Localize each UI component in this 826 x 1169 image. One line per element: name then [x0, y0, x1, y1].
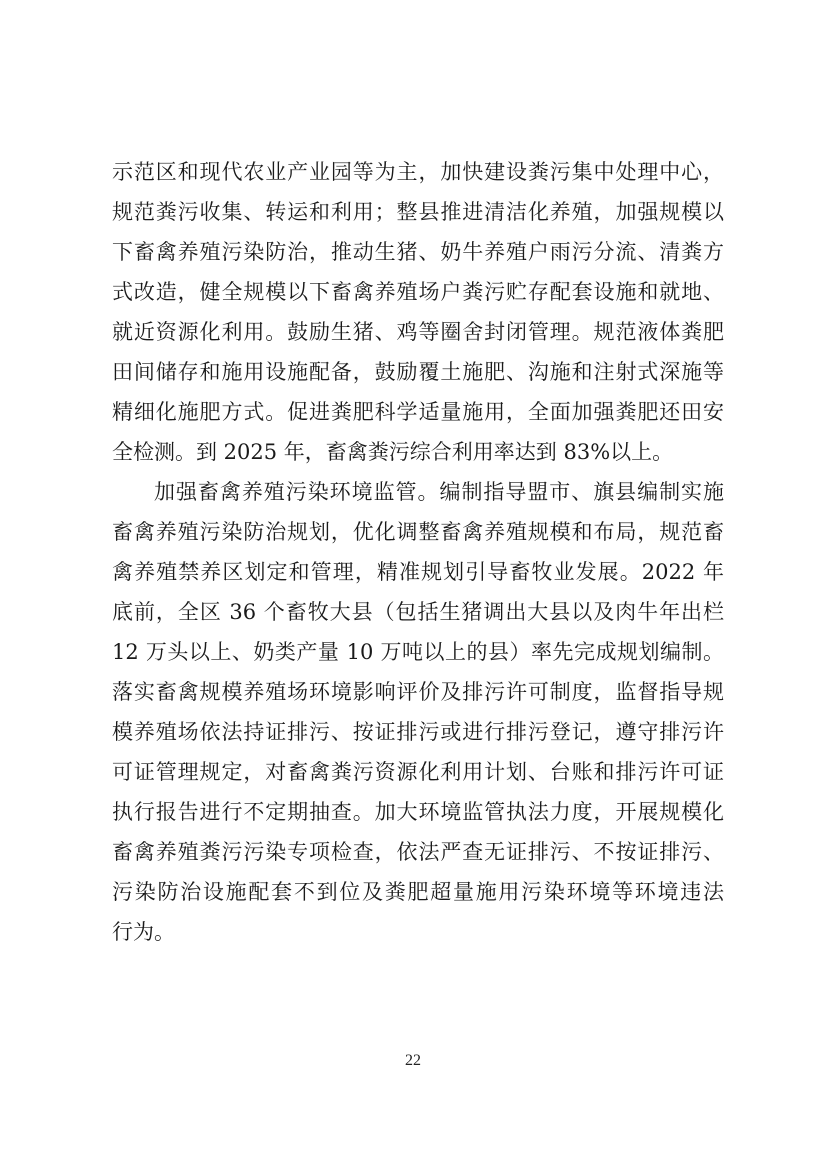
- paragraph-2: [112, 472, 724, 952]
- text-line: 12 万头以上、奶类产量 10 万吨以上的县）率先完成规划编制。: [112, 640, 724, 664]
- text-line: 下畜禽养殖污染防治，推动生猪、奶牛养殖户雨污分流、清粪方: [112, 240, 724, 264]
- text-line: 畜禽养殖粪污污染专项检查，依法严查无证排污、不按证排污、: [112, 840, 724, 864]
- text-line: 规范粪污收集、转运和利用；整县推进清洁化养殖，加强规模以: [112, 200, 724, 224]
- text-line: 田间储存和施用设施配备，鼓励覆土施肥、沟施和注射式深施等: [112, 360, 724, 384]
- text-line: 式改造，健全规模以下畜禽养殖场户粪污贮存配套设施和就地、: [112, 280, 724, 304]
- page-number: 22: [405, 1052, 421, 1069]
- text-line: 精细化施肥方式。促进粪肥科学适量施用，全面加强粪肥还田安: [112, 400, 724, 424]
- body-text: [112, 152, 724, 952]
- text-line: 禽养殖禁养区划定和管理，精准规划引导畜牧业发展。2022 年: [112, 560, 724, 584]
- text-line: 全检测。到 2025 年，畜禽粪污综合利用率达到 83%以上。: [112, 440, 674, 464]
- text-line: 底前，全区 36 个畜牧大县（包括生猪调出大县以及肉牛年出栏: [112, 600, 724, 624]
- text-line: 落实畜禽规模养殖场环境影响评价及排污许可制度，监督指导规: [112, 680, 724, 704]
- text-line: 畜禽养殖污染防治规划，优化调整畜禽养殖规模和布局，规范畜: [112, 520, 724, 544]
- text-line: 污染防治设施配套不到位及粪肥超量施用污染环境等环境违法: [112, 880, 724, 904]
- text-line: 加强畜禽养殖污染环境监管。编制指导盟市、旗县编制实施: [154, 480, 724, 504]
- text-line: 可证管理规定，对畜禽粪污资源化利用计划、台账和排污许可证: [112, 760, 724, 784]
- text-line: 执行报告进行不定期抽查。加大环境监管执法力度，开展规模化: [112, 800, 724, 824]
- text-line: 模养殖场依法持证排污、按证排污或进行排污登记，遵守排污许: [112, 720, 724, 744]
- paragraph-1: [112, 152, 724, 472]
- text-line: 就近资源化利用。鼓励生猪、鸡等圈舍封闭管理。规范液体粪肥: [112, 320, 724, 344]
- text-line: 行为。: [112, 920, 175, 944]
- text-line: 示范区和现代农业产业园等为主，加快建设粪污集中处理中心，: [112, 160, 724, 184]
